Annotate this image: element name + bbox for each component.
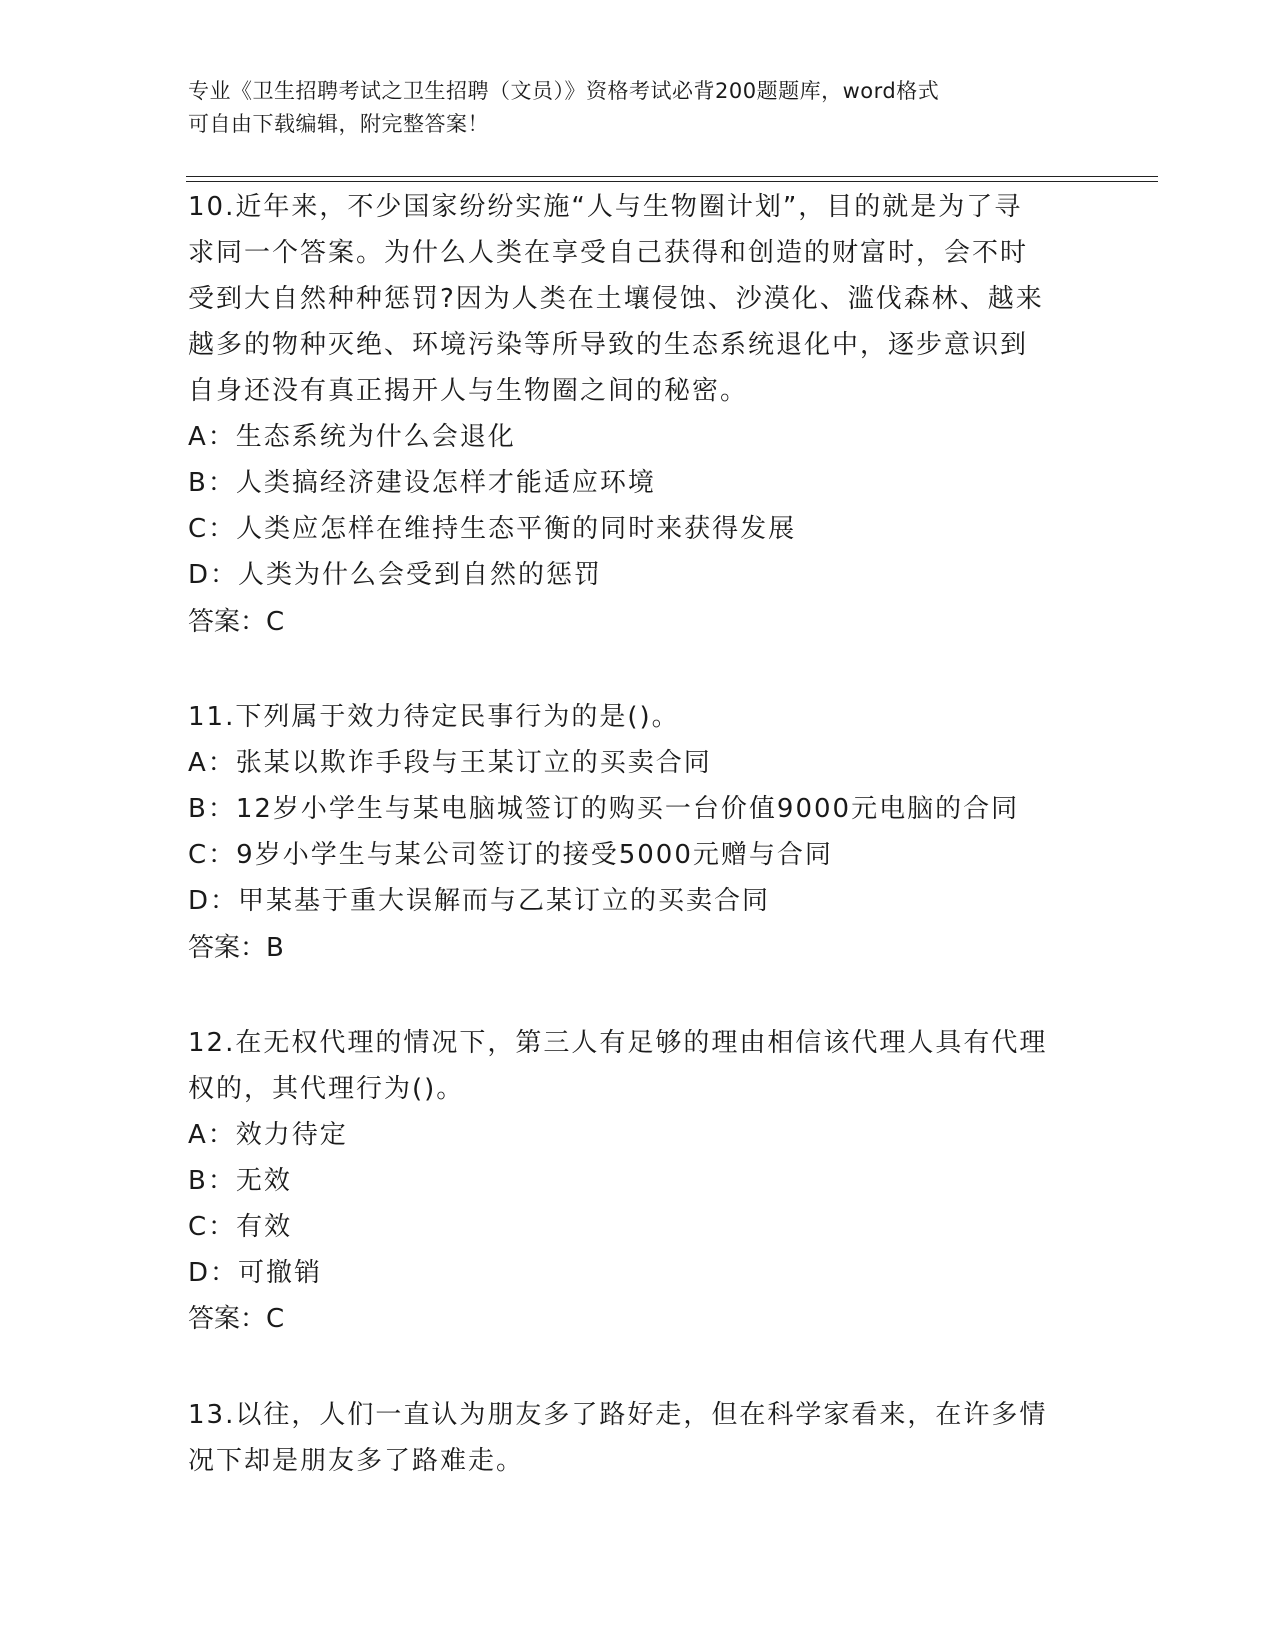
question-10-option-d: D：人类为什么会受到自然的惩罚 (188, 560, 603, 590)
question-12-option-b: B：无效 (188, 1166, 292, 1196)
question-11-option-d: D：甲某基于重大误解而与乙某订立的买卖合同 (188, 886, 771, 916)
question-12-text: 12.在无权代理的情况下，第三人有足够的理由相信该代理人具有代理 (188, 1028, 1048, 1058)
question-10-answer: 答案：C (188, 607, 285, 637)
document-header-line: 专业《卫生招聘考试之卫生招聘（文员）》资格考试必背200题题库，word格式 (188, 79, 940, 103)
question-12-answer: 答案：C (188, 1304, 285, 1334)
question-11-option-a: A：张某以欺诈手段与王某订立的买卖合同 (188, 748, 712, 778)
header-divider (186, 176, 1158, 177)
question-11-text: 11.下列属于效力待定民事行为的是()。 (188, 702, 680, 732)
question-12-option-d: D：可撤销 (188, 1258, 323, 1288)
question-11-option-b: B：12岁小学生与某电脑城签订的购买一台价值9000元电脑的合同 (188, 794, 1020, 824)
question-10-option-b: B：人类搞经济建设怎样才能适应环境 (188, 468, 656, 498)
question-10-text: 受到大自然种种惩罚?因为人类在土壤侵蚀、沙漠化、滥伐森林、越来 (188, 284, 1044, 314)
question-11-option-c: C：9岁小学生与某公司签订的接受5000元赠与合同 (188, 840, 833, 870)
question-10-option-c: C：人类应怎样在维持生态平衡的同时来获得发展 (188, 514, 797, 544)
question-12-option-a: A：效力待定 (188, 1120, 348, 1150)
question-13-text: 13.以往，人们一直认为朋友多了路好走，但在科学家看来，在许多情 (188, 1400, 1048, 1430)
question-10-text: 求同一个答案。为什么人类在享受自己获得和创造的财富时，会不时 (188, 238, 1029, 268)
question-13-text: 况下却是朋友多了路难走。 (188, 1446, 525, 1476)
question-11-answer: 答案：B (188, 933, 284, 963)
question-12-option-c: C：有效 (188, 1212, 293, 1242)
question-10-text: 自身还没有真正揭开人与生物圈之间的秘密。 (188, 376, 749, 406)
question-10-option-a: A：生态系统为什么会退化 (188, 422, 516, 452)
question-10-text: 10.近年来，不少国家纷纷实施“人与生物圈计划”，目的就是为了寻 (188, 192, 1023, 222)
document-header-line: 可自由下载编辑，附完整答案！ (188, 112, 489, 136)
question-10-text: 越多的物种灭绝、环境污染等所导致的生态系统退化中，逐步意识到 (188, 330, 1029, 360)
question-12-text: 权的，其代理行为()。 (188, 1074, 465, 1104)
header-divider (186, 181, 1158, 182)
